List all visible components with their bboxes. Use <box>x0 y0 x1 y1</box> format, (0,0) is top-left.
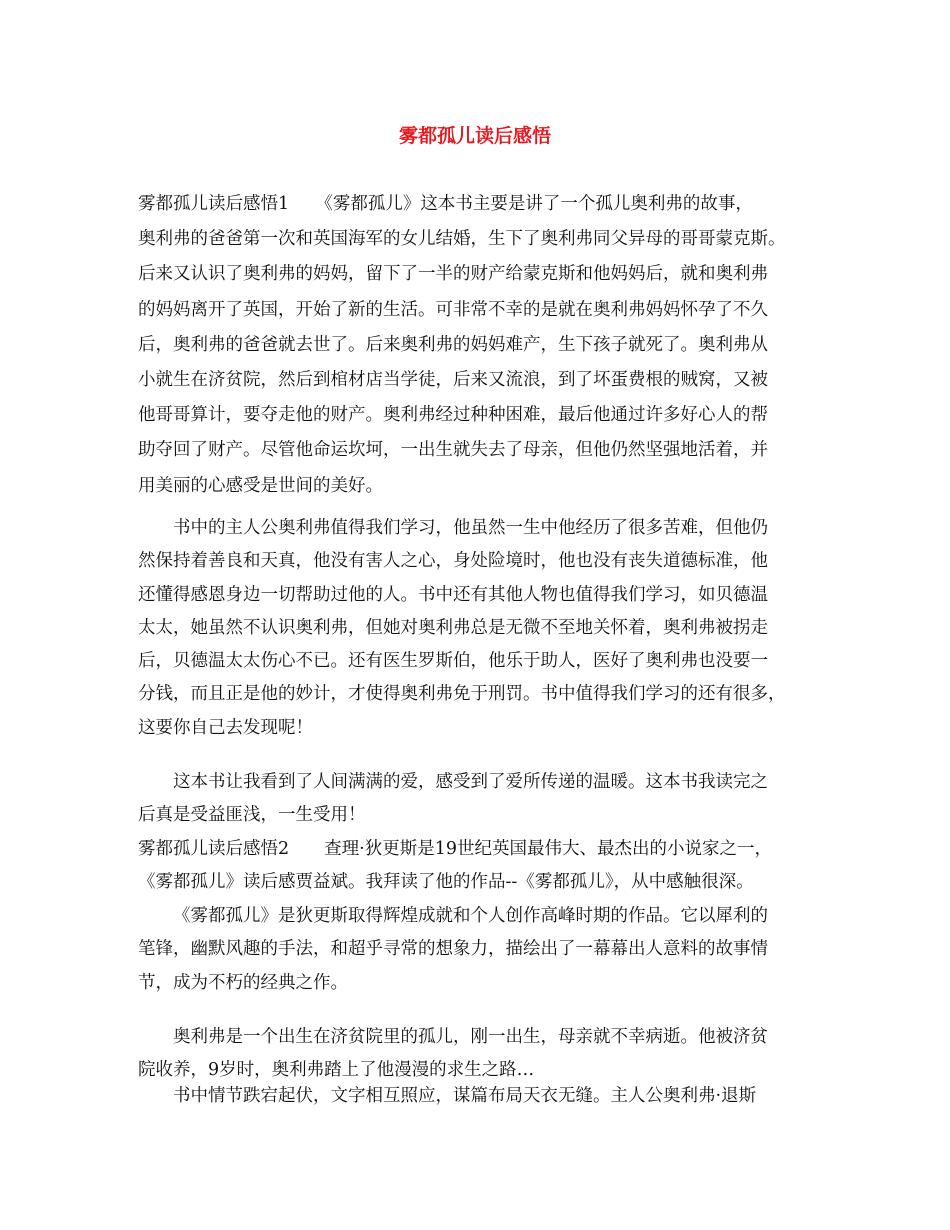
text-line: 笔锋，幽默风趣的手法，和超乎寻常的想象力，描绘出了一幕幕出人意料的故事情 <box>138 939 768 960</box>
text-line: 雾都孤儿读后感悟2 查理·狄更斯是19世纪英国最伟大、最杰出的小说家之一， <box>138 839 772 859</box>
text-line: 这要你自己去发现呢！ <box>138 717 313 738</box>
text-line: 这本书让我看到了人间满满的爱，感受到了爱所传递的温暖。这本书我读完之 <box>173 772 768 792</box>
paragraph-7 <box>138 1080 814 1113</box>
paragraph-4 <box>138 833 814 900</box>
text-line: 用美丽的心感受是世间的美好。 <box>138 475 383 496</box>
text-line: 院收养，9岁时，奥利弗踏上了他漫漫的求生之路… <box>138 1060 535 1081</box>
text-line: 《雾都孤儿》读后感贾益斌。我拜读了他的作品--《雾都孤儿》，从中感触很深。 <box>138 872 754 893</box>
text-line: 后，奥利弗的爸爸就去世了。后来奥利弗的妈妈难产，生下孩子就死了。奥利弗从 <box>138 334 768 355</box>
text-line: 还懂得感恩身边一切帮助过他的人。书中还有其他人物也值得我们学习，如贝德温 <box>138 584 768 605</box>
text-line: 然保持着善良和天真，他没有害人之心，身处险境时，他也没有丧失道德标准，他 <box>138 551 768 572</box>
text-line: 的妈妈离开了英国，开始了新的生活。可非常不幸的是就在奥利弗妈妈怀孕了不久 <box>138 299 768 320</box>
text-line: 书中情节跌宕起伏，文字相互照应，谋篇布局天衣无缝。主人公奥利弗·退斯 <box>173 1086 757 1106</box>
text-line: 雾都孤儿读后感悟1 《雾都孤儿》这本书主要是讲了一个孤儿奥利弗的故事， <box>138 194 753 214</box>
text-line: 《雾都孤儿》是狄更斯取得辉煌成就和个人创作高峰时期的作品。它以犀利的 <box>173 906 768 926</box>
document-title: 雾都孤儿读后感悟 <box>398 125 551 147</box>
text-line: 太太，她虽然不认识奥利弗，但她对奥利弗总是无微不至地关怀着，奥利弗被拐走 <box>138 617 768 638</box>
paragraph-5 <box>138 900 814 1000</box>
paragraph-6 <box>138 1021 814 1088</box>
text-line: 他哥哥算计，要夺走他的财产。奥利弗经过种种困难，最后他通过许多好心人的帮 <box>138 405 768 426</box>
text-line: 后，贝德温太太伤心不已。还有医生罗斯伯，他乐于助人，医好了奥利弗也没要一 <box>138 651 768 672</box>
text-line: 后来又认识了奥利弗的妈妈，留下了一半的财产给蒙克斯和他妈妈后，就和奥利弗 <box>138 264 768 285</box>
text-line: 奥利弗是一个出生在济贫院里的孤儿，刚一出生，母亲就不幸病逝。他被济贫 <box>173 1027 768 1047</box>
text-line: 奥利弗的爸爸第一次和英国海军的女儿结婚，生下了奥利弗同父异母的哥哥蒙克斯。 <box>138 229 786 250</box>
paragraph-2 <box>138 512 814 745</box>
paragraph-3 <box>138 766 814 833</box>
paragraph-1 <box>138 187 814 504</box>
text-line: 书中的主人公奥利弗值得我们学习，他虽然一生中他经历了很多苦难，但他仍 <box>173 518 768 538</box>
text-line: 后真是受益匪浅，一生受用！ <box>138 805 366 826</box>
text-line: 小就生在济贫院，然后到棺材店当学徒，后来又流浪，到了坏蛋费根的贼窝，又被 <box>138 369 768 390</box>
text-line: 节，成为不朽的经典之作。 <box>138 972 348 993</box>
text-line: 分钱，而且正是他的妙计，才使得奥利弗免于刑罚。书中值得我们学习的还有很多， <box>138 684 786 705</box>
text-line: 助夺回了财产。尽管他命运坎坷，一出生就失去了母亲，但他仍然坚强地活着，并 <box>138 440 768 461</box>
